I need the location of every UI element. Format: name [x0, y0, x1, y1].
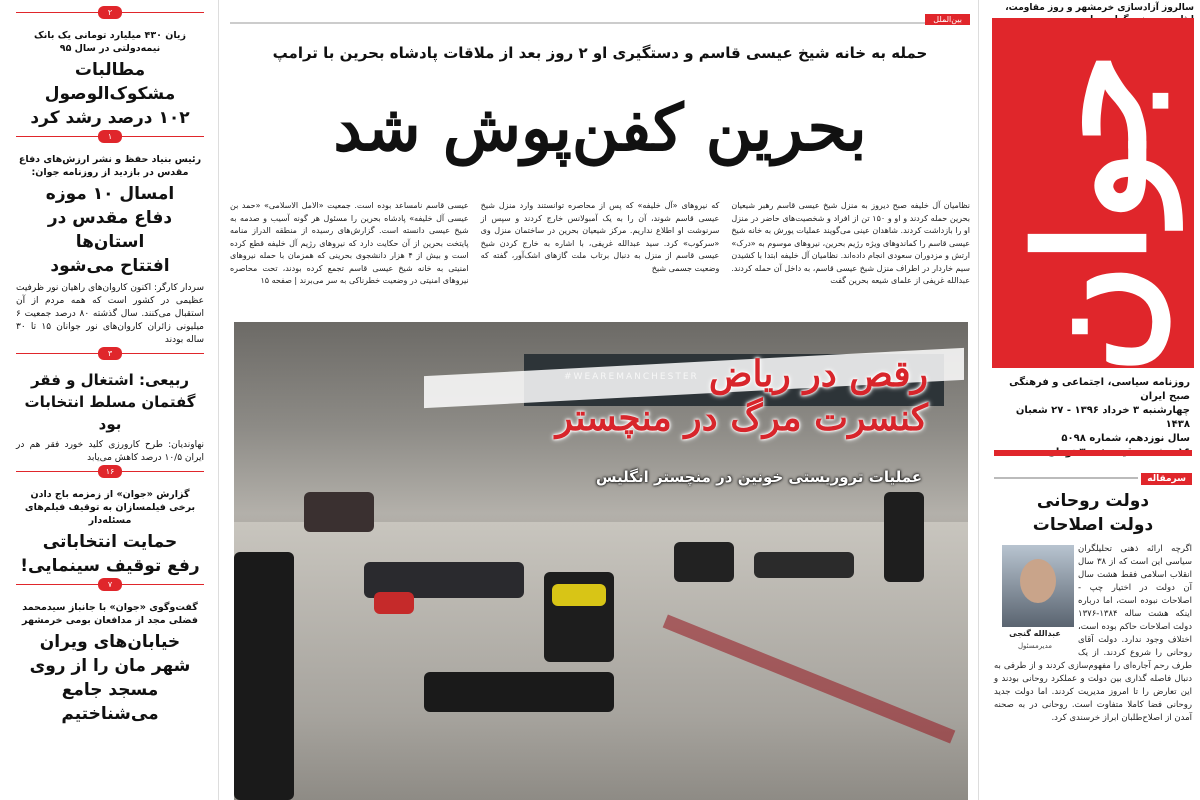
main-subhead: حمله به خانه شیخ عیسی قاسم و دستگیری او ۲ روز بعد از ملاقات پادشاه بحرین با ترامپ: [272, 44, 928, 62]
headline-line: مسجد جامع می‌شناختیم: [61, 680, 159, 724]
editorial-text: اگرچه ارائه ذهنی تحلیلگران سیاسی این است که از ۳۸ سال انقلاب اسلامی فقط هشت سال آن دولت در اختیار چپ - اصلاحات نبوده است، اما درباره اینکه هشت ساله ۱۳۸۴-۱۳۷۶ دولت اصلاحات حاکم بوده است، اختلاف وجود ندارد. دولت آقای روحانی را شروع کردند. از یک طرف رحم آجاره‌ای را مفهوم‌سازی کردند و از طرفی به دنبال فاصله گذاری بین دولت و عملکرد روحانی بودند و این تعارض را تا امروز مدیریت کردند. اما دولت جدید روحانی فضا کاملا متفاوت است. روحانی در به صحنه آمدن از اصلاح‌طلبان ابراز خرسندی کرد.: [994, 544, 1192, 723]
photo-figure: [234, 552, 294, 800]
left-column: [16, 0, 204, 800]
headline-line: مطالبات: [74, 60, 146, 80]
page-marker: [16, 467, 204, 484]
editorial-title[interactable]: [994, 489, 1192, 537]
editorial-title-line: دولت اصلاحات: [1032, 515, 1154, 535]
headline-line: خیابان‌های ویران: [39, 632, 181, 652]
headline-line: حمایت انتخاباتی: [42, 532, 178, 552]
editorial-body: [994, 543, 1192, 725]
headline-line: ربیعی: اشتغال و فقر: [30, 371, 190, 389]
page-number-badge: ۱۶: [98, 465, 122, 478]
headline-line: ۱۰۲ درصد رشد کرد: [30, 108, 190, 128]
lead-column: نظامیان آل خلیفه صبح دیروز به منزل شیخ عیسی قاسم رهبر شیعیان بحرین حمله کردند و او و ۱۵۰ تن از افراد و شخصیت‌های حاضر در منزل او را بازداشت کردند. شاهدان عینی می‌گویند عملیات یورش به خانه شیخ عیسی قاسم را کماندوهای ویژه رژیم بحرین، نیروهای موسوم به «درک» ارتش و مزدوران سعودی انجام داده‌اند. نظامیان آل خلیفه ابتدا با کشیدن سیم خاردار در اطراف منزل شیخ عیسی قاسم، به داخل آن حمله کردند. عبدالله غریفی از علمای شیعه بحرین گفت: [731, 201, 970, 285]
news-item[interactable]: [16, 29, 204, 130]
photo-figure: [884, 492, 924, 582]
lead-columns: [230, 200, 970, 304]
news-headline: [16, 58, 204, 130]
masthead: [988, 0, 1200, 800]
page-marker: [16, 349, 204, 366]
photo-headline-line: کنسرت مرگ در منچستر: [555, 397, 928, 439]
headline-line: رفع توقیف سینمایی!: [20, 556, 200, 576]
news-subhead: گفت‌وگوی «جوان» با جانباز سیدمحمد فضلی مجد از مدافعان بومی خرمشهر: [22, 602, 198, 626]
editorial: [994, 466, 1192, 725]
page-number-badge: ۳: [98, 347, 122, 360]
news-headline: [16, 530, 204, 578]
edition-info: [994, 376, 1190, 460]
author-photo: [1002, 545, 1074, 627]
news-subhead: زیان ۴۳۰ میلیارد تومانی یک بانک نیمه‌دولتی در سال ۹۵: [34, 30, 186, 54]
photo-figure: [374, 592, 414, 614]
edition-line: سال نوزدهم، شماره ۵۰۹۸: [1061, 433, 1190, 444]
news-item[interactable]: [16, 153, 204, 347]
center-column: [226, 0, 970, 800]
news-headline: [16, 369, 204, 435]
editorial-title-line: دولت روحانی: [1036, 491, 1150, 511]
headline-line: دفاع مقدس در استان‌ها: [47, 208, 173, 252]
page-marker: [16, 580, 204, 597]
author-name: عبدالله گنجی: [1009, 629, 1061, 638]
main-headline[interactable]: بحرین کفن‌پوش شد: [333, 91, 867, 166]
headline-line: گفتمان مسلط انتخابات بود: [24, 393, 196, 433]
slogan: سالروز آزادسازی خرمشهر و روز مقاومت،: [1005, 3, 1194, 13]
headline-line: مشکوک‌الوصول: [44, 84, 176, 104]
news-item[interactable]: [16, 601, 204, 726]
photo-figure: [552, 584, 606, 606]
photo-figure: [304, 492, 374, 532]
photo-headline[interactable]: [556, 352, 928, 440]
page-number-badge: ۷: [98, 578, 122, 591]
author-role: مدیرمسئول: [1017, 642, 1053, 650]
photo-subtitle: عملیات تروریستی خونین در منچستر انگلیس: [595, 468, 922, 486]
editorial-label: سرمقاله: [1141, 473, 1192, 485]
photo-figure: [674, 542, 734, 582]
news-item[interactable]: [16, 488, 204, 578]
news-item[interactable]: [16, 369, 204, 465]
newspaper-logo: [992, 18, 1194, 375]
page-marker: [16, 132, 204, 149]
lead-column: که نیروهای «آل خلیفه» که پس از محاصره توانستند وارد منزل شیخ عیسی قاسم شوند، آن را به یک آمبولانس خارج کردند و سپس از سرنوشت او اطلاع نداریم. مرکز شیعیان بحرین در ساختمان منزل وی «سرکوب» کرد. سید عبدالله غریفی، با اشاره به خارج کردن شیخ عیسی قاسم از منزل به دنبال برتاب ملت گازهای اشک‌آور، گفته که وضعیت جسمی شیخ: [480, 201, 720, 273]
photo-figure: [424, 672, 614, 712]
page-number-badge: ۱: [98, 130, 122, 143]
page-marker: [16, 8, 204, 25]
news-subhead: گزارش «جوان» از زمزمه باج دادن برخی فیلمسازان به توقیف فیلم‌های مسئله‌دار: [24, 489, 196, 526]
news-headline: [16, 182, 204, 278]
news-lead: سردار کارگر: اکنون کاروان‌های راهیان نور ظرفیت عظیمی در کشور است که همه مردم از آن استقبال می‌کنند. سال گذشته ۸۰ درصد جمعیت ۶ میلیونی زائران کاروان‌های نور جوانان ۱۵ تا ۳۰ ساله بودند: [16, 283, 204, 345]
author-box: [996, 545, 1074, 655]
photo-headline-line: رقص در ریاض: [708, 353, 928, 395]
section-rule: [230, 22, 970, 24]
edition-line: روزنامه سیاسی، اجتماعی و فرهنگی صبح ایران: [1009, 377, 1190, 402]
photo-figure: [754, 552, 854, 578]
page-number-badge: ۲: [98, 6, 122, 19]
photo-page-note: صفحه ۱۵: [226, 766, 234, 794]
news-headline: [16, 630, 204, 726]
edition-line: چهارشنبه ۳ خرداد ۱۳۹۶ - ۲۷ شعبان ۱۴۳۸: [1015, 405, 1190, 430]
lead-column: عیسی قاسم نامساعد بوده است. جمعیت «الامل الاسلامی» «حمد بن عیسی آل خلیفه» پادشاه بحرین را مسئول هر گونه آسیب و صدمه به شیخ عیسی دانسته است. گزارش‌های رسیده از منطقه الدراز منامه پایتخت بحرین از آن حکایت دارد که نیروهای رژیم آل خلیفه قطع کرده است و بیش از ۴ هزار دانشجوی بحرینی که همزمان با حمله نیروهای امنیتی به خانه شیخ عیسی قاسم تجمع کرده بودند، تحت محاصره نیروهای امنیتی در وضعیت خطرناکی به سر می‌برند | صفحه ۱۵: [229, 201, 469, 285]
section-tag: بین‌الملل: [925, 14, 970, 25]
column-divider: [978, 0, 979, 800]
news-subhead: رئیس بنیاد حفظ و نشر ارزش‌های دفاع مقدس در بازدید از روزنامه جوان:: [18, 154, 202, 178]
main-photo[interactable]: [226, 322, 968, 800]
headline-line: افتتاح می‌شود: [50, 256, 170, 276]
headline-line: امسال ۱۰ موزه: [45, 184, 175, 204]
headline-line: شهر مان را از روی: [29, 656, 191, 676]
logo-text: جوان: [1004, 51, 1180, 375]
editorial-rule: [994, 477, 1138, 479]
column-divider: [218, 0, 219, 800]
news-lead: نهاوندیان: طرح کارورزی کلید خورد فقر هم در ایران ۱۰/۵ درصد کاهش می‌یابد: [16, 440, 204, 463]
separator-bar: [994, 450, 1192, 456]
